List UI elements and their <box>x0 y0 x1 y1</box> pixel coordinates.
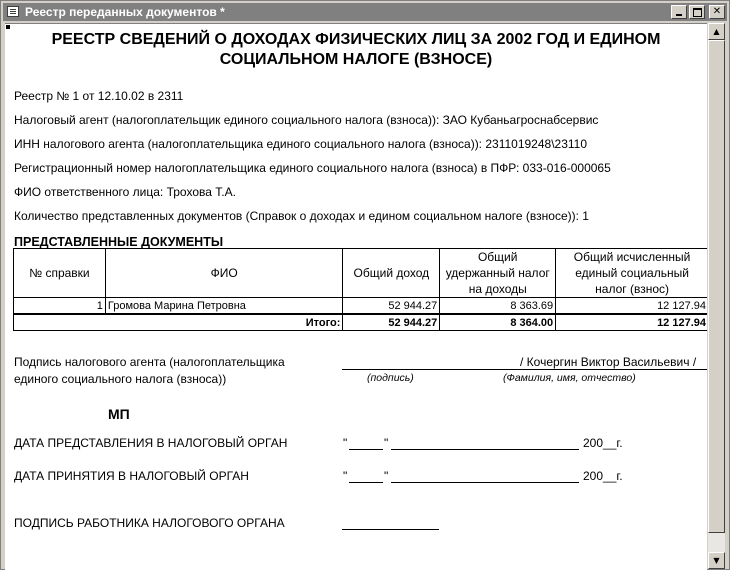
total-row <box>14 314 708 331</box>
col-header-fio: ФИО <box>105 249 343 298</box>
responsible-person: ФИО ответственного лица: Трохова Т.А. <box>14 185 236 199</box>
total-tax: 8 364.00 <box>440 314 556 331</box>
accept-quote-open: " <box>343 469 348 483</box>
submit-day-line <box>349 449 383 450</box>
cell-income: 52 944.27 <box>343 298 440 315</box>
scroll-down-icon[interactable]: ▼ <box>708 552 725 569</box>
accept-date-label: ДАТА ПРИНЯТИЯ В НАЛОГОВЫЙ ОРГАН <box>14 469 249 483</box>
cell-number: 1 <box>14 298 106 315</box>
window-title: Реестр переданных документов * <box>25 5 225 19</box>
cell-fio: Громова Марина Петровна <box>105 298 343 315</box>
close-button[interactable] <box>709 5 725 19</box>
pfr-number: Регистрационный номер налогоплательщика единого социального налога (взноса) в ПФР: 033-016-000065 <box>14 161 611 175</box>
section-title: ПРЕДСТАВЛЕННЫЕ ДОКУМЕНТЫ <box>14 235 224 249</box>
total-income: 52 944.27 <box>343 314 440 331</box>
total-social: 12 127.94 <box>556 314 707 331</box>
accept-day-line <box>349 482 383 483</box>
signature-label-line2: единого социального налога (взноса)) <box>14 372 227 386</box>
accept-quote-close: " <box>384 469 389 483</box>
signature-label-line1: Подпись налогового агента (налогоплательщика <box>14 355 285 369</box>
name-caption: (Фамилия, имя, отчество) <box>503 372 636 384</box>
minimize-button[interactable] <box>671 5 687 19</box>
col-header-income: Общий доход <box>343 249 440 298</box>
tax-worker-signature-label: ПОДПИСЬ РАБОТНИКА НАЛОГОВОГО ОРГАНА <box>14 516 285 530</box>
cell-social: 12 127.94 <box>556 298 707 315</box>
documents-table <box>13 248 707 331</box>
accept-year: 200__г. <box>583 469 623 483</box>
page-marker <box>6 25 10 29</box>
agent-inn: ИНН налогового агента (налогоплательщика единого социального налога (взноса)): 2311019248\23110 <box>14 137 588 151</box>
scroll-up-icon[interactable]: ▲ <box>708 23 725 40</box>
cell-tax: 8 363.69 <box>440 298 556 315</box>
col-header-social: Общий исчисленный единый социальный налог (взнос) <box>556 249 707 298</box>
tax-worker-signature-line <box>342 529 439 530</box>
registry-number: Реестр № 1 от 12.10.02 в 2311 <box>14 89 184 103</box>
report-page <box>5 23 707 570</box>
submit-date-label: ДАТА ПРЕДСТАВЛЕНИЯ В НАЛОГОВЫЙ ОРГАН <box>14 436 288 450</box>
maximize-button[interactable] <box>689 5 705 19</box>
signer-name: / Кочергин Виктор Васильевич / <box>520 355 697 369</box>
submit-year: 200__г. <box>583 436 623 450</box>
report-title-line1: РЕЕСТР СВЕДЕНИЙ О ДОХОДАХ ФИЗИЧЕСКИХ ЛИЦ ЗА 2002 ГОД И ЕДИНОМ <box>51 31 661 48</box>
table-row[interactable] <box>14 298 708 315</box>
submit-month-line <box>391 449 579 450</box>
signature-line <box>342 369 707 370</box>
documents-count: Количество представленных документов (Справок о доходах и едином социальном налоге (взносе)): 1 <box>14 209 589 223</box>
report-title-line2: СОЦИАЛЬНОМ НАЛОГЕ (ВЗНОСЕ) <box>219 51 493 68</box>
vertical-scrollbar[interactable] <box>708 23 725 569</box>
tax-agent: Налоговый агент (налогоплательщик единого социального налога (взноса)): ЗАО Кубаньагроснабсервис <box>14 113 599 127</box>
title-bar[interactable] <box>3 3 727 21</box>
submit-quote-close: " <box>384 436 389 450</box>
document-icon[interactable] <box>7 6 19 17</box>
col-header-tax: Общий удержанный налог на доходы <box>440 249 556 298</box>
stamp-place: МП <box>108 406 130 422</box>
accept-month-line <box>391 482 579 483</box>
signature-caption: (подпись) <box>367 372 414 384</box>
table-header-row <box>14 249 708 298</box>
total-label: Итого: <box>14 314 343 331</box>
col-header-number: № справки <box>14 249 106 298</box>
scroll-thumb[interactable] <box>708 40 725 533</box>
submit-quote-open: " <box>343 436 348 450</box>
